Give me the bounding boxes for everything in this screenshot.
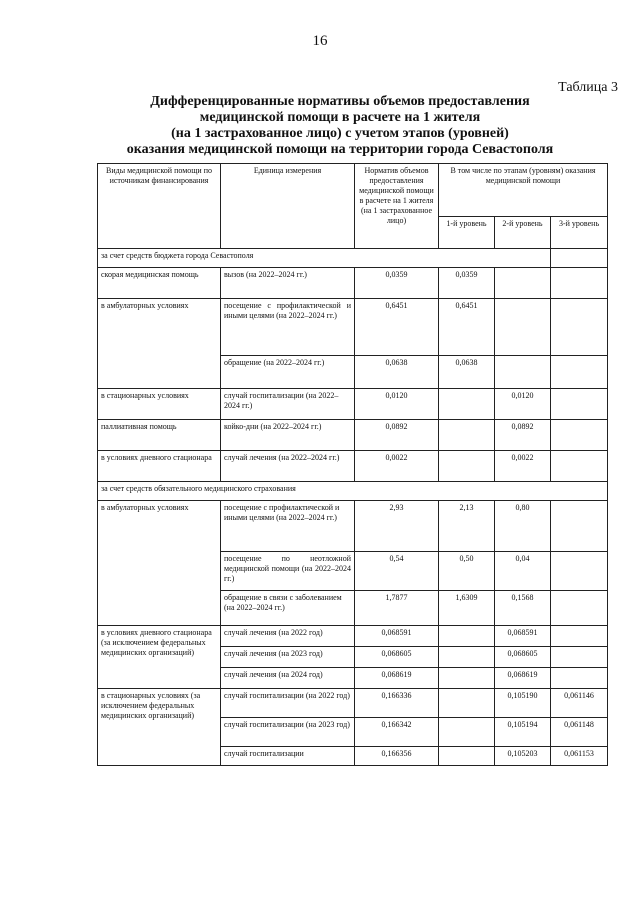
cell-l3: [551, 299, 608, 356]
cell-l2: [495, 268, 551, 299]
cell-l1: [439, 420, 495, 451]
cell-norm: 2,93: [355, 501, 439, 552]
cell-unit: вызов (на 2022–2024 гг.): [221, 268, 355, 299]
cell-l3: [551, 591, 608, 626]
cell-norm: 0,6451: [355, 299, 439, 356]
table-row: [98, 689, 608, 718]
cell-l2: 0,80: [495, 501, 551, 552]
cell-l2: 0,105190: [495, 689, 551, 718]
section-row: [98, 249, 608, 268]
table-row: [98, 268, 608, 299]
cell-unit: случай лечения (на 2022 год): [221, 626, 355, 647]
cell-unit: посещение с профилактической и иными целями (на 2022–2024 гг.): [221, 299, 355, 356]
table-row: [98, 451, 608, 482]
cell-l2: [495, 356, 551, 389]
cell-unit: койко-дни (на 2022–2024 гг.): [221, 420, 355, 451]
cell-norm: 0,166342: [355, 718, 439, 747]
title-line: медицинской помощи в расчете на 1 жителя: [199, 110, 481, 125]
cell-l1: [439, 451, 495, 482]
cell-l1: [439, 747, 495, 766]
cell-l1: [439, 689, 495, 718]
header-type: Виды медицинской помощи по источникам финансирования: [98, 164, 221, 249]
cell-norm: 0,068619: [355, 668, 439, 689]
cell-type: в амбулаторных условиях: [98, 501, 221, 626]
table-row: [98, 626, 608, 647]
cell-type: паллиативная помощь: [98, 420, 221, 451]
cell-unit: обращение (на 2022–2024 гг.): [221, 356, 355, 389]
cell-unit: случай госпитализации (на 2023 год): [221, 718, 355, 747]
cell-l1: 0,0638: [439, 356, 495, 389]
section-title: за счет средств обязательного медицинского страхования: [98, 482, 608, 501]
header-norm: Норматив объемов предоставления медицинской помощи в расчете на 1 жителя (на 1 застрахованное лицо): [355, 164, 439, 249]
cell-norm: 0,166336: [355, 689, 439, 718]
cell-l2: 0,068591: [495, 626, 551, 647]
cell-l3: [551, 668, 608, 689]
cell-l2: [495, 299, 551, 356]
cell-type: в амбулаторных условиях: [98, 299, 221, 389]
cell-l2: 0,068605: [495, 647, 551, 668]
cell-norm: 0,068605: [355, 647, 439, 668]
cell-unit: случай лечения (на 2022–2024 гг.): [221, 451, 355, 482]
cell-l1: 0,0359: [439, 268, 495, 299]
header-level2: 2-й уровень: [495, 217, 551, 249]
cell-l3: [551, 420, 608, 451]
cell-unit: посещение с профилактической и иными целями (на 2022–2024 гг.): [221, 501, 355, 552]
cell-norm: 0,0359: [355, 268, 439, 299]
cell-l3: [551, 647, 608, 668]
cell-l1: 0,50: [439, 552, 495, 591]
norms-table: [97, 163, 608, 766]
cell-l2: 0,0120: [495, 389, 551, 420]
document-title: [60, 94, 620, 158]
cell-l1: 1,6309: [439, 591, 495, 626]
cell-norm: 1,7877: [355, 591, 439, 626]
cell-l1: [439, 647, 495, 668]
cell-unit: случай лечения (на 2024 год): [221, 668, 355, 689]
cell-l3: [551, 451, 608, 482]
cell-unit: обращение в связи с заболеванием (на 2022–2024 гг.): [221, 591, 355, 626]
cell-l2: 0,068619: [495, 668, 551, 689]
cell-l3: [551, 389, 608, 420]
cell-l3: [551, 626, 608, 647]
cell-norm: 0,0638: [355, 356, 439, 389]
cell-norm: 0,0120: [355, 389, 439, 420]
cell-type: в условиях дневного стационара (за исключением федеральных медицинских организаций): [98, 626, 221, 689]
cell-l2: 0,1568: [495, 591, 551, 626]
cell-type: в условиях дневного стационара: [98, 451, 221, 482]
header-level3: 3-й уровень: [551, 217, 608, 249]
cell-l2: 0,0022: [495, 451, 551, 482]
header-level1: 1-й уровень: [439, 217, 495, 249]
cell-l1: [439, 626, 495, 647]
table-row: [98, 501, 608, 552]
cell-l1: [439, 389, 495, 420]
cell-type: скорая медицинская помощь: [98, 268, 221, 299]
cell-norm: 0,0892: [355, 420, 439, 451]
header-unit: Единица измерения: [221, 164, 355, 249]
cell-l1: 0,6451: [439, 299, 495, 356]
page-number: 16: [312, 33, 328, 49]
cell-l3: [551, 552, 608, 591]
header-stages: В том числе по этапам (уровням) оказания медицинской помощи: [439, 164, 608, 217]
cell-type: в стационарных условиях: [98, 389, 221, 420]
section-title: за счет средств бюджета города Севастополя: [98, 249, 551, 268]
cell-l3: [551, 268, 608, 299]
cell-l3: 0,061148: [551, 718, 608, 747]
cell-unit: случай госпитализации (на 2022 год): [221, 689, 355, 718]
cell-l3: [551, 356, 608, 389]
cell-l1: 2,13: [439, 501, 495, 552]
cell-unit: случай госпитализации (на 2022–2024 гг.): [221, 389, 355, 420]
table-label: Таблица 3: [558, 80, 618, 95]
cell-norm: 0,166356: [355, 747, 439, 766]
title-line: (на 1 застрахованное лицо) с учетом этапов (уровней): [171, 126, 509, 141]
title-line: Дифференцированные нормативы объемов предоставления: [150, 94, 530, 109]
header-row: [98, 164, 608, 217]
table-row: [98, 299, 608, 356]
cell-norm: 0,0022: [355, 451, 439, 482]
cell-l3: 0,061146: [551, 689, 608, 718]
cell-l1: [439, 668, 495, 689]
cell-l2: 0,04: [495, 552, 551, 591]
cell-l2: 0,0892: [495, 420, 551, 451]
cell-unit: посещение по неотложной медицинской помощи (на 2022–2024 гг.): [221, 552, 355, 591]
cell-unit: случай госпитализации: [221, 747, 355, 766]
title-line: оказания медицинской помощи на территории города Севастополя: [126, 142, 554, 157]
section-row: [98, 482, 608, 501]
cell-norm: 0,54: [355, 552, 439, 591]
cell-l3: [551, 501, 608, 552]
cell-l2: 0,105194: [495, 718, 551, 747]
cell-l2: 0,105203: [495, 747, 551, 766]
cell-norm: 0,068591: [355, 626, 439, 647]
cell-unit: случай лечения (на 2023 год): [221, 647, 355, 668]
section-empty-cell: [551, 249, 608, 268]
table-row: [98, 420, 608, 451]
cell-l1: [439, 718, 495, 747]
cell-type: в стационарных условиях (за исключением федеральных медицинских организаций): [98, 689, 221, 766]
cell-l3: 0,061153: [551, 747, 608, 766]
table-row: [98, 389, 608, 420]
